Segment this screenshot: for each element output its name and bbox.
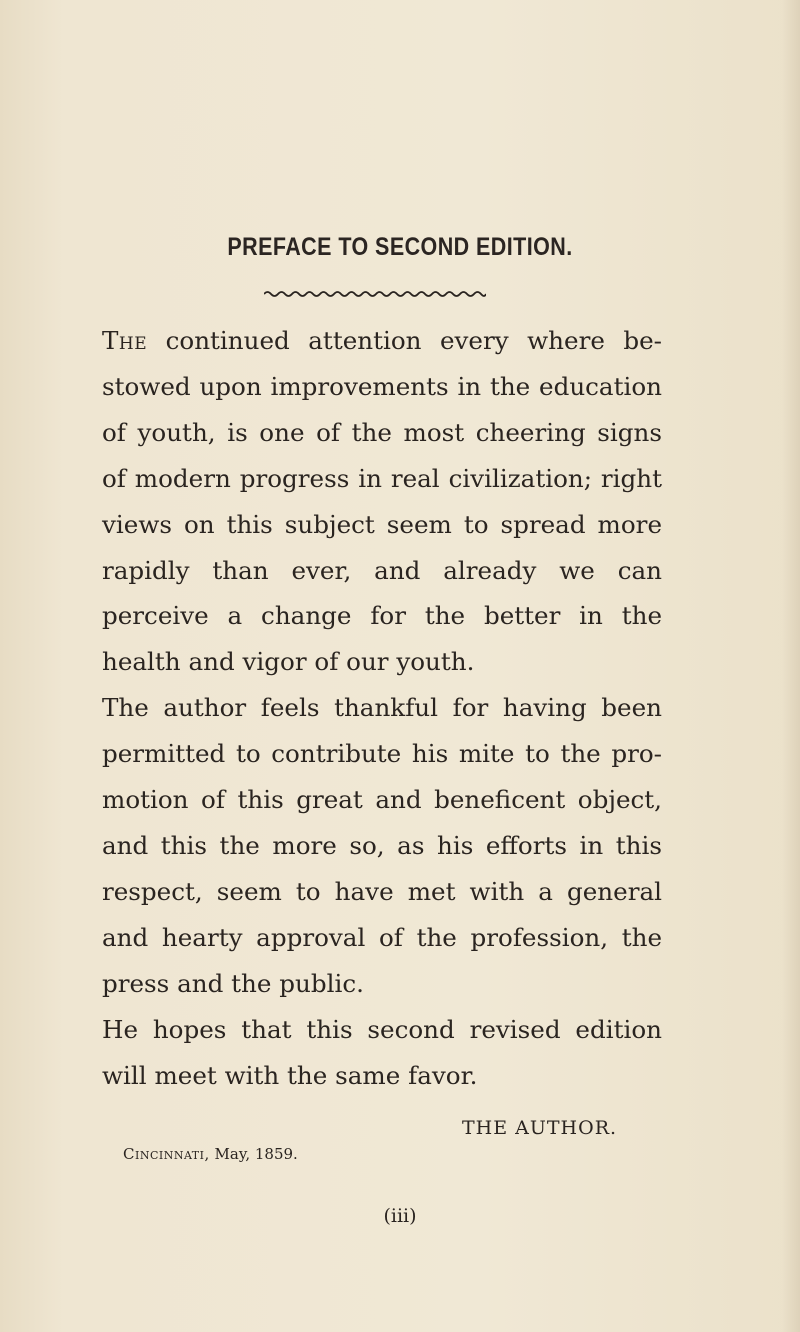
page-edge-shadow [782,0,800,1332]
page-heading: PREFACE TO SECOND EDITION. [227,233,573,261]
dateline-date: May, 1859. [209,1145,298,1163]
preface-body [102,318,662,1098]
paragraph-3-text: He hopes that this second revised edition will meet with the same favor. [102,1014,662,1090]
page-number: (iii) [383,1205,417,1227]
paragraph-2 [102,685,662,1006]
dateline [123,1145,298,1163]
paragraph-1 [102,318,662,685]
paragraph-1-text: continued attention every where be-stowed upon improvements in the education of youth, is one of the most cheering signs of modern progress in real civilization; right views on this subject seem to spread more rapidly than ever, and already we can perceive a change for the better in the health and vigor of our youth. [102,326,662,677]
paragraph-2-text: The author feels thankful for having been permitted to contribute his mite to the pro-motion of this great and beneficent object, and this the more so, as his efforts in this respect, seem to have met with a general and hearty approval of the profession, the press and the public. [102,693,662,998]
dateline-place: Cincinnati, [123,1145,210,1163]
paragraph-3 [102,1007,662,1099]
author-signature: THE AUTHOR. [462,1117,618,1139]
ornamental-wavy-rule [264,288,486,300]
paragraph-1-lead: The [102,326,148,355]
